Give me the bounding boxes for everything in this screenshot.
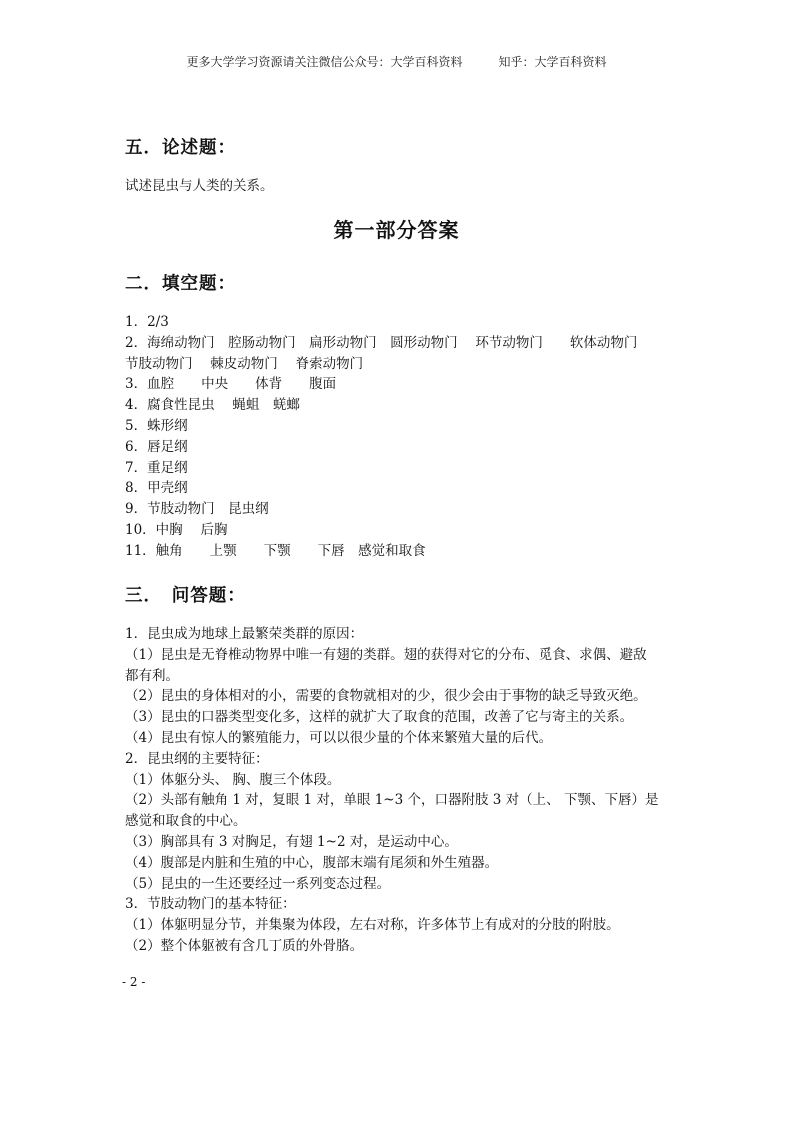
answer-line-text: 8．甲壳纲	[125, 480, 188, 497]
fill-blank-answers	[125, 312, 637, 562]
answer-line-text: 7．重足纲	[125, 459, 188, 476]
answer-line-text: 1．2/3	[125, 314, 169, 330]
answer-line	[125, 645, 658, 666]
answer-line	[125, 874, 658, 895]
answer-line	[125, 312, 637, 333]
answer-line-text: （3）昆虫的口器类型变化多，这样的就扩大了取食的范围，改善了它与寄主的关系。	[125, 709, 634, 726]
answer-line-text: （1）体躯明显分节，并集聚为体段，左右对称，许多体节上有成对的分肢的附肢。	[125, 917, 620, 934]
answer-line	[125, 354, 637, 375]
answer-line-text: 2．海绵动物门 腔肠动物门 扁形动物门 圆形动物门 环节动物门 软体动物门	[125, 334, 638, 351]
answer-line-text: （1）昆虫是无脊椎动物界中唯一有翅的类群。翅的获得对它的分布、觅食、求偶、避敌	[125, 646, 647, 663]
answer-line-text: 11．触角 上颚 下颚 下唇 感觉和取食	[125, 542, 426, 559]
answer-line	[125, 770, 658, 791]
answer-line-text: （2）头部有触角 1 对，复眼 1 对，单眼 1~3 个，口器附肢 3 对（上、 下颚、下唇）是	[125, 792, 659, 809]
answer-line-text: 10．中胸 后胸	[125, 521, 228, 538]
answer-line-text: 节肢动物门 棘皮动物门 脊索动物门	[125, 355, 364, 372]
section-3-heading: 三． 问答题：	[125, 586, 246, 606]
answer-line-text: （2）整个体躯被有含几丁质的外骨胳。	[125, 937, 364, 954]
answer-line	[125, 624, 658, 645]
answer-line	[125, 853, 658, 874]
section-5-question: 试述昆虫与人类的关系。	[125, 178, 274, 194]
answer-line	[125, 936, 658, 957]
answer-line	[125, 749, 658, 770]
answer-line-text: 3．血腔 中央 体背 腹面	[125, 376, 337, 393]
answer-line	[125, 666, 658, 687]
answer-line-text: 2．昆虫纲的主要特征：	[125, 750, 269, 767]
section-5-heading: 五．论述题：	[125, 138, 236, 158]
answer-line-text: （4）昆虫有惊人的繁殖能力，可以以很少量的个体来繁殖大量的后代。	[125, 729, 553, 746]
part-title: 第一部分答案	[333, 218, 460, 242]
answer-line-text: 都有利。	[125, 667, 179, 684]
answer-line-text: 6．唇足纲	[125, 438, 188, 455]
section-2-heading: 二．填空题：	[125, 274, 236, 294]
answer-line	[125, 437, 637, 458]
answer-line	[125, 478, 637, 499]
answer-line-text: 1．昆虫成为地球上最繁荣类群的原因：	[125, 626, 364, 642]
answer-line	[125, 811, 658, 832]
answer-line	[125, 374, 637, 395]
answer-line	[125, 499, 637, 520]
answer-line	[125, 707, 658, 728]
answer-line-text: 5．蛛形纲	[125, 417, 188, 434]
header-left-text: 更多大学学习资源请关注微信公众号：大学百科资料	[186, 55, 463, 69]
answer-line	[125, 458, 637, 479]
answer-line	[125, 790, 658, 811]
page-number: - 2 -	[122, 975, 146, 989]
qa-answers	[125, 624, 658, 957]
answer-line-text: （2）昆虫的身体相对的小，需要的食物就相对的少，很少会由于事物的缺乏导致灭绝。	[125, 688, 647, 705]
answer-line-text: （5）昆虫的一生还要经过一系列变态过程。	[125, 875, 391, 892]
answer-line	[125, 894, 658, 915]
answer-line	[125, 333, 637, 354]
answer-line	[125, 416, 637, 437]
answer-line	[125, 520, 637, 541]
header-right-text: 知乎：大学百科资料	[498, 55, 607, 69]
answer-line-text: （3）胸部具有 3 对胸足，有翅 1~2 对，是运动中心。	[125, 833, 458, 850]
answer-line	[125, 915, 658, 936]
answer-line	[125, 832, 658, 853]
answer-line-text: 4．腐食性昆虫 蝇蛆 蜣螂	[125, 397, 300, 414]
answer-line-text: 感觉和取食的中心。	[125, 813, 247, 830]
answer-line-text: （4）腹部是内脏和生殖的中心，腹部末端有尾须和外生殖器。	[125, 854, 499, 871]
answer-line	[125, 395, 637, 416]
answer-line	[125, 686, 658, 707]
answer-line	[125, 728, 658, 749]
answer-line	[125, 541, 637, 562]
answer-line-text: （1）体躯分头、 胸、腹三个体段。	[125, 771, 341, 788]
answer-line-text: 9．节肢动物门 昆虫纲	[125, 501, 269, 518]
page-header	[0, 53, 793, 70]
answer-line-text: 3．节肢动物门的基本特征：	[125, 896, 296, 913]
